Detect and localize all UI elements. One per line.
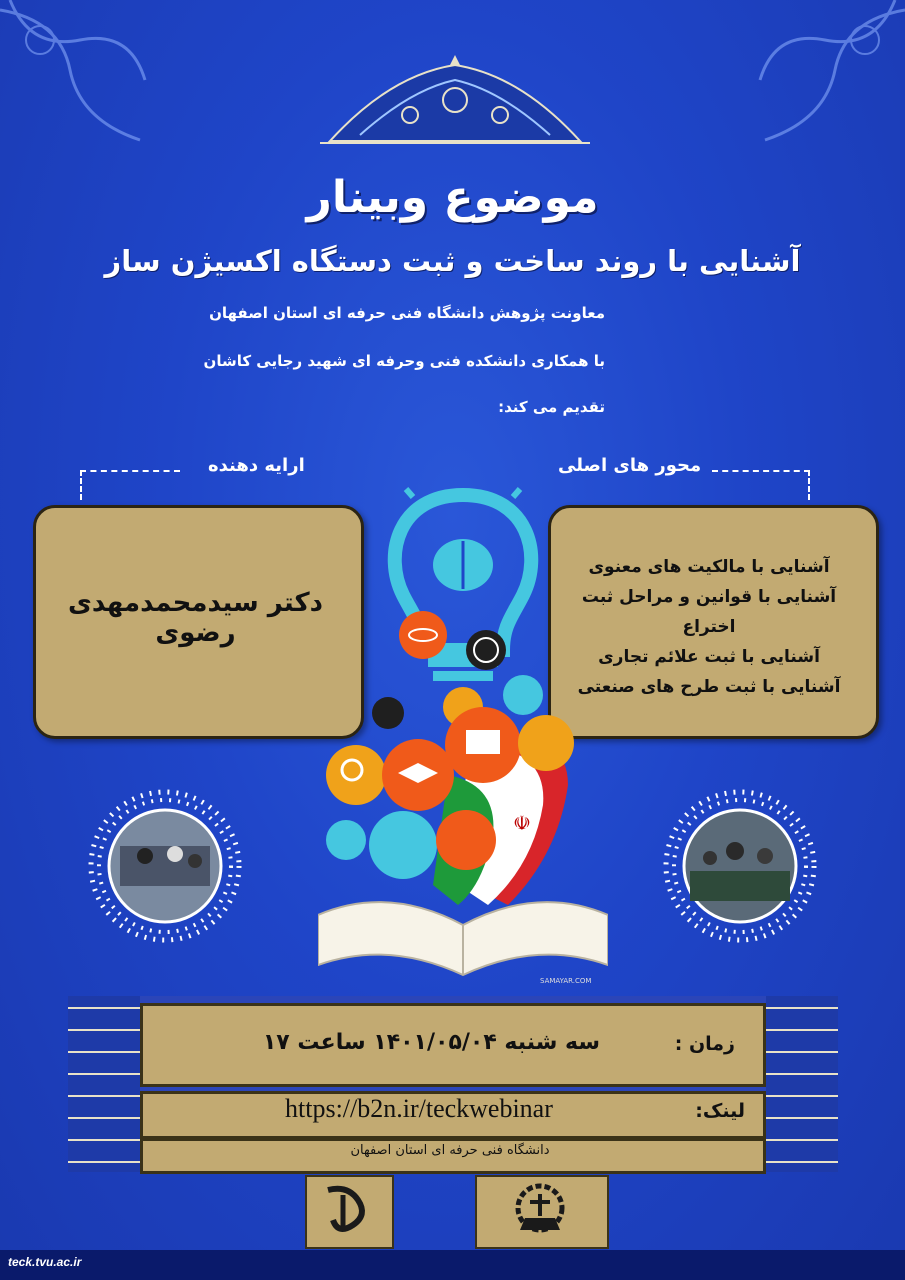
brain-bubble-icon [518,715,574,771]
topics-label: محور های اصلی [558,455,702,476]
topic-item: آشنایی با ثبت طرح های صنعتی [577,677,841,697]
topic-item: آشنایی با قوانین و مراحل ثبت اختراع [581,587,837,637]
microscope-large-icon [369,811,437,879]
briefcase-icon [326,820,366,860]
svg-text:☫: ☫ [513,811,531,835]
presenter-label: ارایه دهنده [208,455,305,476]
workshop-photo-left [85,786,245,946]
illustration-credit: SAMAYAR.COM [540,977,592,985]
workshop-photo-right [660,786,820,946]
magnifier-icon [326,745,386,805]
corner-ornament-top-right [755,0,905,150]
webinar-subtitle: آشنایی با روند ساخت و ثبت دستگاه اکسیژن ساز [104,244,801,278]
graduation-cap-icon [382,739,454,811]
iran-emblem-icon [513,811,531,835]
presenter-dash-vertical [80,470,82,500]
webinar-link[interactable]: https://b2n.ir/teckwebinar [285,1094,553,1123]
organizer-line: معاونت پژوهش دانشگاه فنی حرفه ای استان اصفهان [209,304,605,322]
corner-ornament-top-left [0,0,150,150]
clock-icon [466,630,506,670]
footer-website: teck.tvu.ac.ir [8,1255,82,1269]
top-arabesque-ornament [310,55,600,150]
university-name: دانشگاه فنی حرفه ای استان اصفهان [350,1143,550,1158]
topics-dash-vertical [808,470,810,500]
dark-ball-icon [372,697,404,729]
footer-bar [0,1250,905,1280]
collaboration-line: با همکاری دانشکده فنی وحرفه ای شهید رجایی کاشان [203,352,605,370]
university-logo-icon [505,1180,575,1240]
board-icon [445,707,521,783]
webinar-title: موضوع وبینار [306,172,599,223]
microscope-icon [503,675,543,715]
band-stripes-right [766,996,838,1172]
topics-dash [712,470,810,472]
atom-icon [399,611,447,659]
science-book-illustration [318,485,608,985]
topic-item: آشنایی با مالکیت های معنوی [588,557,830,577]
time-value: سه شنبه ۱۴۰۱/۰۵/۰۴ ساعت ۱۷ [262,1030,600,1055]
presenter-name: دکتر سیدمحمدمهدی رضوی [68,588,323,648]
presenter-dash [80,470,180,472]
link-label: لینک: [695,1100,745,1122]
band-stripes-left [68,996,140,1172]
flask-icon [436,810,496,870]
presents-line: تقدیم می کند: [498,398,605,416]
time-label: زمان : [674,1033,735,1055]
college-logo-icon [318,1180,378,1240]
topic-item: آشنایی با ثبت علائم تجاری [598,647,820,667]
brain-icon [433,539,493,591]
